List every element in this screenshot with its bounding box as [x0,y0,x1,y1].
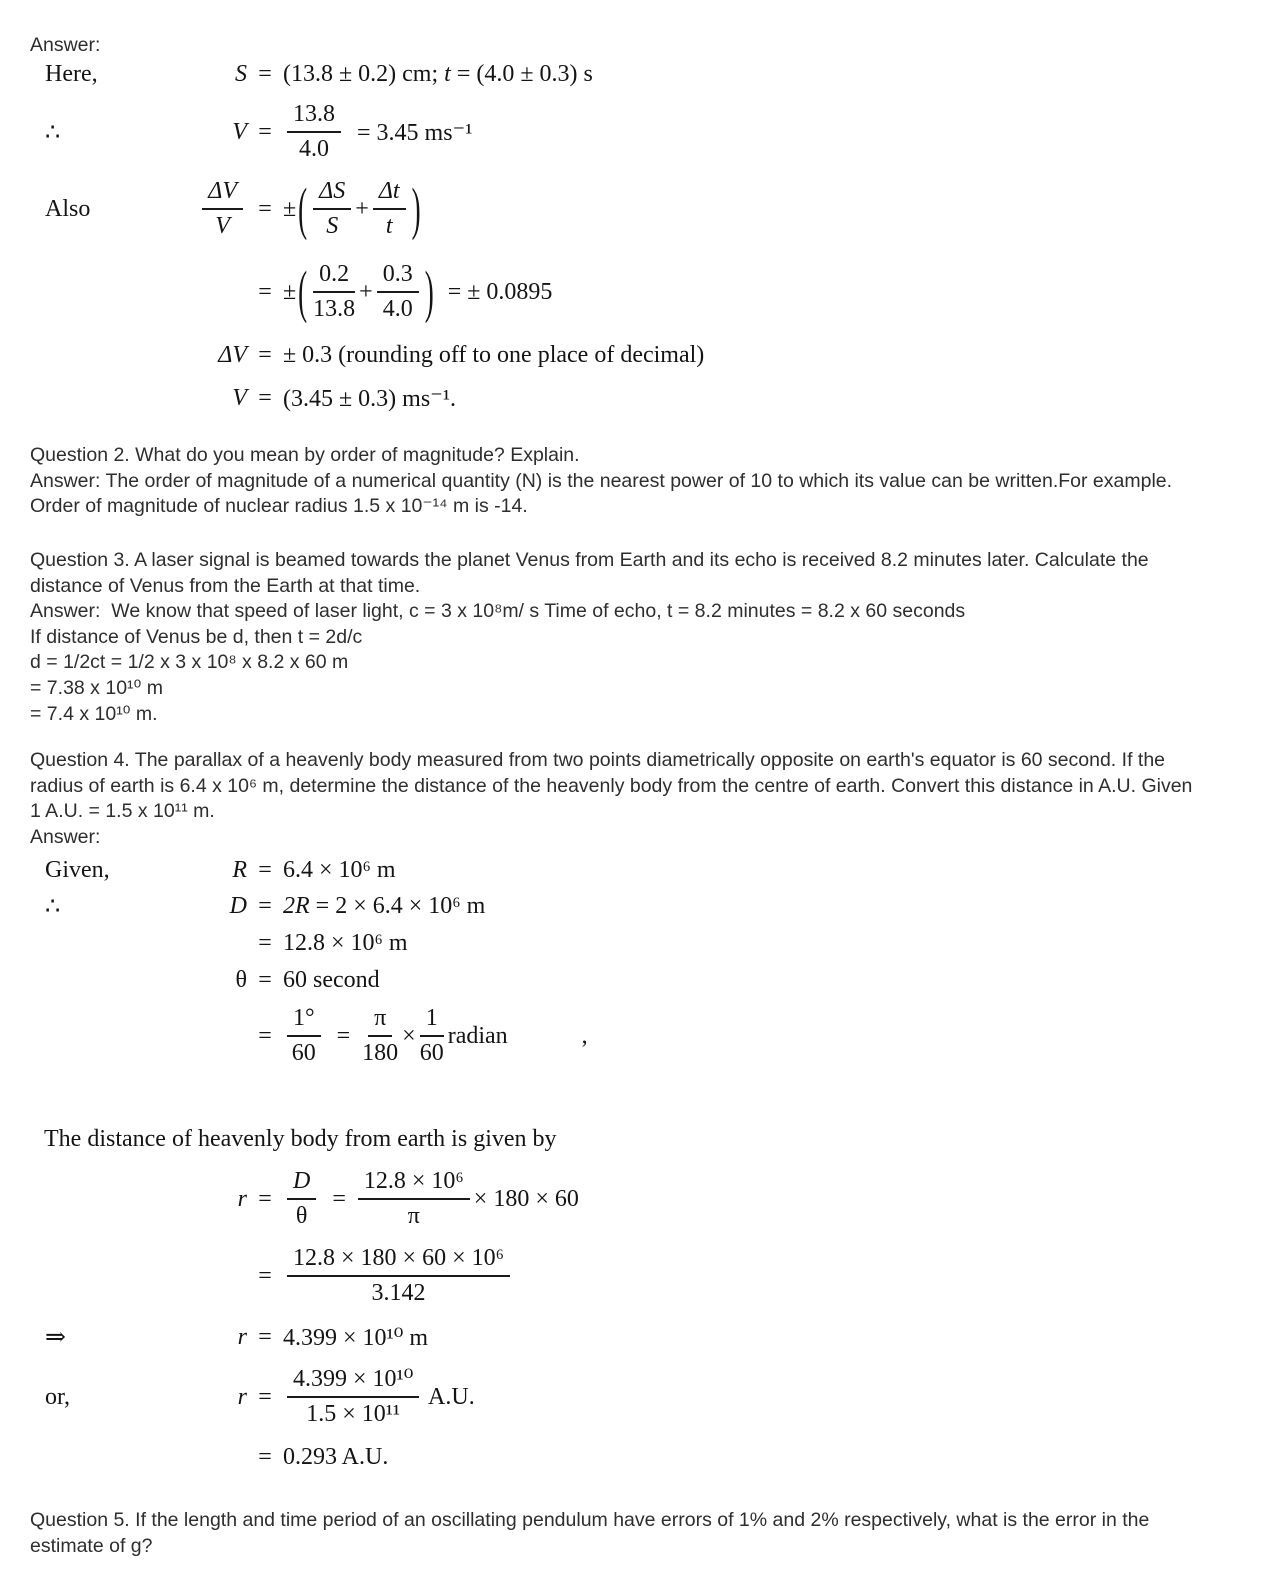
fraction-numerator: 0.3 [377,261,419,293]
close-paren: ) [424,258,434,324]
formula-row-r-definition [30,1162,930,1236]
equals-sign: = [258,892,272,919]
formula-block-error-analysis [30,52,930,420]
question-4-text: Question 4. The parallax of a heavenly body measured from two points diametrically opposite on earth's equator is 60 second. If the [30,749,1166,771]
fraction [202,178,243,240]
formula-row-error-evaluation [30,250,930,334]
row-content [283,930,408,957]
result-value: ± 0.3 (rounding off to one place of decimal) [283,341,705,368]
row-label: Here, [45,60,98,87]
equals-sign: = [258,1022,272,1049]
value-s: (13.8 ± 0.2) cm; [283,60,445,87]
equals-sign: = [258,118,272,145]
times-sign: × [402,1022,416,1049]
var-V: V [232,384,247,411]
fraction-denominator: 1.5 × 10¹¹ [306,1401,401,1427]
equals-sign: = [258,60,272,87]
question-3-step: d = 1/2ct = 1/2 x 3 x 10⁸ x 8.2 x 60 m [30,651,349,674]
result-value: = ± 0.0895 [447,278,553,305]
formula-row-diameter [30,888,930,924]
plus-minus-sign: ± [283,278,297,305]
row-content [283,1323,428,1352]
formula-row-r-au [30,1358,930,1436]
fraction [313,261,355,323]
var-V: V [232,118,247,145]
result-value: 4.399 × 10¹⁰ m [283,1324,429,1351]
fraction-numerator: 13.8 [287,101,341,133]
fraction-denominator: 3.142 [371,1280,426,1306]
var-R: R [232,856,247,883]
therefore-symbol: ∴ [45,893,61,920]
lhs-fraction-wrap [185,178,247,240]
question-3-text: Question 3. A laser signal is beamed towards the planet Venus from Earth and its echo is received 8.2 minutes later. Calculate the [30,549,1149,571]
fraction-numerator: π [368,1005,392,1037]
fraction [420,1005,444,1067]
value-radius: 6.4 × 10⁶ m [283,856,396,883]
fraction [287,101,341,163]
equals-sign: = [258,195,272,222]
answer-label-q4: Answer: [30,825,101,848]
var-r: r [237,1185,247,1212]
formula-row-given-values [30,52,930,96]
fraction-denominator: θ [295,1203,308,1229]
question-3-result: = 7.4 x 10¹⁰ m. [30,702,158,725]
formula-row-r-metres [30,1316,930,1358]
result-value: (3.45 ± 0.3) ms⁻¹. [283,385,457,412]
open-paren: ( [298,258,308,324]
value-theta: 60 second [283,966,380,993]
fraction [287,1245,510,1307]
row-content [283,61,593,88]
row-label: Also [45,195,91,222]
fraction-denominator: t [385,213,393,239]
row-label: Given, [45,856,110,883]
row-content [283,175,423,241]
question-2-block [30,443,1172,520]
question-3-text-cont: distance of Venus from the Earth at that time. [30,574,421,597]
distance-sentence: The distance of heavenly body from earth is given by [44,1126,557,1152]
open-paren: ( [298,175,308,241]
result-value: = 3.45 ms⁻¹ [357,119,473,146]
plus-sign: + [359,278,373,305]
close-paren: ) [411,175,421,241]
formula-row-radius [30,852,930,888]
formula-row-final-velocity [30,376,930,420]
fraction-numerator: ΔS [313,178,351,210]
equals-sign: = [258,1323,272,1350]
formula-row-au-result [30,1436,930,1478]
fraction-numerator: 4.399 × 10¹⁰ [287,1366,419,1398]
fraction-numerator: Δt [373,178,406,210]
row-content [283,857,396,884]
equals-sign: = [258,1262,272,1289]
equals-sign: = [258,856,272,883]
fraction-denominator: 13.8 [313,296,356,322]
fraction [287,1366,419,1428]
row-content [283,1168,579,1230]
equals-sign: = [258,384,272,411]
fraction-numerator: 1 [420,1005,444,1037]
fraction [287,1168,316,1230]
question-5-block [30,1508,1149,1559]
unit-au: A.U. [423,1383,475,1410]
implies-arrow: ⇒ [45,1324,66,1351]
var-2R: 2R [283,892,310,919]
formula-block-given [30,852,930,1074]
row-content [283,967,380,994]
formula-row-velocity [30,96,930,168]
question-3-step: If distance of Venus be d, then t = 2d/c [30,625,363,648]
question-3-answer: Answer: We know that speed of laser light, c = 3 x 10⁸m/ s Time of echo, t = 8.2 minutes = 8.2 x 60 seconds [30,600,966,623]
question-4-block [30,748,1192,850]
fraction [358,1168,470,1230]
var-S: S [235,60,247,87]
fraction-denominator: 60 [419,1040,444,1066]
row-label: or, [45,1383,71,1410]
fraction-denominator: 60 [291,1040,316,1066]
equals-sign: = [258,929,272,956]
fraction-numerator: 0.2 [313,261,355,293]
equals-sign: = [258,341,272,368]
fraction-numerator: 12.8 × 10⁶ [358,1168,470,1200]
formula-row-relative-error [30,168,930,250]
scan-comma-artifact: , [581,1022,588,1049]
equals-sign: = [258,1443,272,1470]
fraction [287,1005,321,1067]
question-2-text: Question 2. What do you mean by order of magnitude? Explain. [30,444,580,466]
fraction [377,261,419,323]
formula-row-theta [30,962,930,998]
fraction-numerator: ΔV [202,178,243,210]
formula-block-distance [30,1162,930,1478]
fraction-numerator: 12.8 × 180 × 60 × 10⁶ [287,1245,510,1277]
equals-sign: = [336,1022,351,1049]
fraction-denominator: 180 [362,1040,399,1066]
question-4-text-cont: 1 A.U. = 1.5 x 10¹¹ m. [30,800,215,823]
var-t: t [444,60,451,87]
equals-sign: = [332,1185,346,1212]
fraction-denominator: π [407,1203,420,1229]
question-2-answer-cont: Order of magnitude of nuclear radius 1.5 x 10⁻¹⁴ m is -14. [30,495,528,518]
question-3-block [30,548,1149,727]
result-value: 0.293 A.U. [283,1443,389,1470]
answer-label-q1: Answer: [30,34,101,56]
formula-row-radian-conversion [30,998,930,1074]
fraction-denominator: S [326,213,339,239]
value-diameter: = 2 × 6.4 × 10⁶ m [309,892,486,919]
therefore-symbol: ∴ [45,119,61,146]
row-content [283,101,472,163]
row-content [283,384,456,413]
unit-radian: radian [447,1022,508,1049]
plus-minus-sign: ± [283,195,297,222]
question-5-text: Question 5. If the length and time period of an oscillating pendulum have errors of 1% and 2% respectively, what is the error in the [30,1509,1150,1531]
question-3-step: = 7.38 x 10¹⁰ m [30,676,164,699]
row-content [283,893,485,920]
value-diameter-result: 12.8 × 10⁶ m [283,929,408,956]
fraction [313,178,351,240]
row-content [283,1005,588,1067]
var-delta-V: ΔV [218,341,247,368]
row-content [283,342,704,369]
value-t: = (4.0 ± 0.3) s [450,60,593,87]
var-r: r [237,1383,247,1410]
question-5-text-cont: estimate of g? [30,1534,153,1557]
fraction-denominator: V [215,213,230,239]
formula-row-diameter-value [30,924,930,962]
multiplier-suffix: × 180 × 60 [473,1185,579,1212]
fraction-denominator: 4.0 [382,296,413,322]
equals-sign: = [258,966,272,993]
var-theta: θ [235,966,247,993]
row-content [283,1366,475,1428]
row-content [283,1444,388,1471]
fraction-numerator: D [287,1168,316,1200]
fraction-denominator: 4.0 [299,136,329,162]
fraction [373,178,406,240]
var-r: r [237,1323,247,1350]
row-content [283,258,553,324]
question-2-answer: Answer: The order of magnitude of a numerical quantity (N) is the nearest power of 10 to which its value can be written.For example. [30,469,1173,492]
question-4-text-cont: radius of earth is 6.4 x 10⁶ m, determine the distance of the heavenly body from the centre of earth. Convert this distance in A.U. Given [30,774,1193,797]
formula-row-r-expanded [30,1236,930,1316]
var-D: D [229,892,247,919]
fraction [362,1005,398,1067]
equals-sign: = [258,278,272,305]
row-content [283,1245,514,1307]
fraction-numerator: 1° [287,1005,321,1037]
equals-sign: = [258,1383,272,1410]
equals-sign: = [258,1185,272,1212]
formula-row-delta-v [30,334,930,376]
plus-sign: + [355,195,369,222]
